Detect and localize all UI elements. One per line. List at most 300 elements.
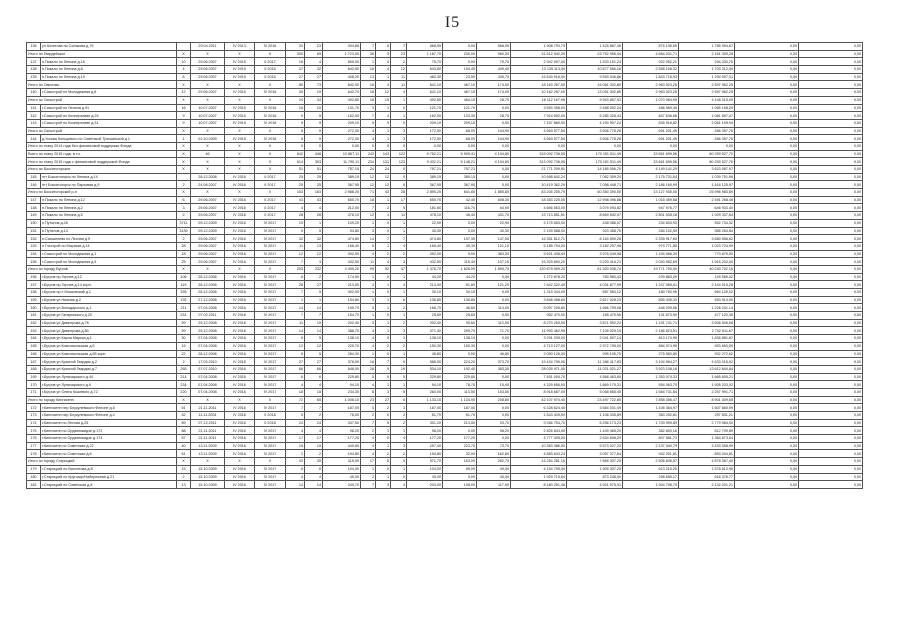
table-cell: 73 [305,81,323,89]
table-row [27,189,863,197]
table-cell: 7 [286,289,305,297]
table-cell: 68,00 [443,127,477,135]
table-cell: 650,70 [323,196,361,204]
table-cell: 0,00 [799,427,863,435]
address-cell: г.Бугров ул Гагаринского д.20 [41,312,177,320]
table-cell: 770 679,00 [679,250,735,258]
table-cell: 3 [391,127,407,135]
table-cell: 0,00 [799,342,863,350]
table-cell: IV 2015 [225,89,255,97]
table-cell: 55,00 [443,465,477,473]
table-cell: 2 617 028,23 [567,296,623,304]
table-cell: 19 [391,365,407,373]
table-cell: 46,40 [443,212,477,220]
table-cell: X [255,96,286,104]
table-cell: 4 663 977,50 [511,135,567,143]
table-cell: 22 [177,350,191,358]
table-cell: 07.04.2008 [191,335,225,343]
table-cell: 29.06.2007 [191,58,225,66]
table-cell: 19 771 700,00 [623,265,679,273]
table-cell: 27.12.2008 [191,296,225,304]
table-cell: 301,20 [407,419,443,427]
table-cell: 0,00 [735,258,799,266]
table-row [27,473,863,481]
table-cell: 1 [361,312,376,320]
table-cell: 6 [305,373,323,381]
table-cell: X [191,166,225,174]
table-cell: 2 702 611,67 [679,327,735,335]
table-cell: 492,80 [323,96,361,104]
address-cell: г.Сясьстрой по Кооперативн д.25 [41,112,177,120]
table-cell: 213,50 [443,419,477,427]
table-cell: 25 996 983,69 [679,189,735,197]
table-cell: 4 [286,204,305,212]
table-cell: 4 [376,81,391,89]
table-cell: 4 [361,442,376,450]
table-cell: 21.11.2011 [191,435,225,443]
table-cell: 28,70 [477,96,511,104]
table-cell: 10 [305,104,323,112]
address-cell: г.Сясьстрой по Молодежная д.1 [41,250,177,258]
table-cell: 4 878 367,40 [679,458,735,466]
table-cell: 0,00 [477,119,511,127]
table-cell: 2 [391,58,407,66]
table-cell: IV 2016 [225,219,255,227]
row-number-cell: 156 [27,273,41,281]
table-cell: 68,00 [443,135,477,143]
table-cell: 2 972 795,00 [567,342,623,350]
table-cell: 223,70 [443,442,477,450]
table-cell: 15 081 302,80 [567,81,623,89]
table-cell: 255 [177,289,191,297]
table-cell: 284,30 [323,350,361,358]
table-cell: 10 877 656,18 [567,66,623,74]
table-cell: 3 [391,442,407,450]
table-row [27,388,863,396]
table-cell: 11 [286,242,305,250]
table-cell: 0,00 [799,250,863,258]
table-cell: 431,70 [477,212,511,220]
table-cell: 2 895,20 [407,189,443,197]
address-cell: п.Пикало по Ленина д.2 [41,204,177,212]
table-cell: 4 713 127,00 [511,342,567,350]
table-cell: X [255,189,286,197]
table-cell: 571,70 [407,458,443,466]
table-cell: 114,00 [477,304,511,312]
table-cell: 0,00 [799,89,863,97]
table-cell: 2 144 015,28 [679,281,735,289]
table-cell: 2 988,20 [323,189,361,197]
table-cell: 229,80 [407,373,443,381]
table-cell: 1 [376,242,391,250]
table-cell: IV 2015 [225,112,255,120]
table-row [27,227,863,235]
table-cell: 393 [305,158,323,166]
table-cell: 3 923 108,16 [623,365,679,373]
table-row [27,66,863,74]
table-cell: 0,00 [735,404,799,412]
table-cell: 234 [361,158,376,166]
table-cell: 389,15 [443,173,477,181]
table-cell: 0,00 [735,296,799,304]
table-cell: IV 2017 [255,312,286,320]
table-cell: IV 2017 [255,481,286,489]
table-cell: 5 909,41 [443,150,477,158]
table-cell: 3139 [177,227,191,235]
row-number-cell: 151 [27,227,41,235]
table-cell: 12 [361,173,376,181]
table-cell: IV 2017 [255,442,286,450]
table-cell: 297,40 [407,442,443,450]
table-cell: 19 434 799,00 [511,358,567,366]
table-cell: 0,00 [735,481,799,489]
table-cell: 5 [286,335,305,343]
table-cell: 28.12.2006 [191,273,225,281]
table-cell: 29.06.2007 [191,89,225,97]
table-cell: X [191,396,225,404]
table-cell: 0,00 [799,442,863,450]
table-cell: 5 [286,412,305,420]
table-cell: 1 070 064,99 [623,96,679,104]
table-cell: X [177,189,191,197]
table-cell: 208,80 [477,396,511,404]
table-cell: 0 [391,181,407,189]
table-row [27,296,863,304]
table-cell: 0 [391,173,407,181]
table-cell: 371,40 [407,327,443,335]
table-cell: 10.07.2007 [191,112,225,120]
table-cell: 13 [361,73,376,81]
table-row [27,50,863,58]
table-cell: 45,30 [443,242,477,250]
table-cell: 492,80 [407,96,443,104]
table-cell: IV 2016 [225,388,255,396]
table-cell: 174,50 [323,273,361,281]
table-cell: 0,00 [735,427,799,435]
table-cell: 568,95 [407,43,443,51]
table-cell: 10.07.2007 [191,104,225,112]
table-row [27,173,863,181]
table-cell: 09.12.2009 [191,219,225,227]
table-cell: 0,00 [735,235,799,243]
table-cell: 0,00 [799,242,863,250]
table-cell: 467,10 [443,81,477,89]
table-cell: 213,00 [407,281,443,289]
table-cell: 14 [361,235,376,243]
table-cell: 0,00 [679,142,735,150]
row-number-cell: 176 [27,435,41,443]
table-cell: 7 [376,358,391,366]
table-cell: 60 350 390,50 [567,189,623,197]
table-cell: 440,80 [323,442,361,450]
table-cell: 7 [361,204,376,212]
table-cell: 1 [376,319,391,327]
table-row [27,273,863,281]
table-cell: 80 259 527,70 [679,150,735,158]
table-cell: 16 112 167,96 [511,96,567,104]
row-number-cell: 180 [27,473,41,481]
table-row [27,158,863,166]
table-cell: 4 777 405,00 [511,435,567,443]
table-cell: 212,00 [323,204,361,212]
table-cell: 33 661 699,56 [623,150,679,158]
table-cell: 49,00 [477,465,511,473]
table-cell: 11 [286,319,305,327]
table-cell: 0 [376,219,391,227]
table-cell: 37 [286,66,305,74]
row-number-cell: 145 [27,173,41,181]
table-row [27,235,863,243]
table-cell: 0,00 [443,350,477,358]
table-cell: 0,00 [735,442,799,450]
table-cell: 3 [361,296,376,304]
table-cell: 5 [305,135,323,143]
table-cell: 3 [376,481,391,489]
table-cell: 2 634 608,29 [567,435,623,443]
row-number-cell: 174 [27,419,41,427]
table-cell: IV 2016 [225,412,255,420]
table-cell: 36 [361,50,376,58]
table-cell: 841,80 [443,189,477,197]
table-cell: 1 [177,135,191,143]
table-cell: 13 612 844,84 [679,365,735,373]
table-cell: 91,80 [443,281,477,289]
table-cell: IV 2017 [255,435,286,443]
table-cell: 14 [286,481,305,489]
table-cell: II 2017 [255,181,286,189]
address-cell: г.Кингисепп по Лесная д.25 [41,419,177,427]
table-cell: 229,80 [323,373,361,381]
table-cell: 5 [376,458,391,466]
table-row [27,435,863,443]
table-cell: 1 247 069,41 [623,281,679,289]
table-cell: 4 [376,66,391,74]
table-cell: II 2016 [255,66,286,74]
table-cell: 2 [177,235,191,243]
table-cell: X [177,150,191,158]
address-cell: г.Сясьстрой по Ленина д.91 [41,104,177,112]
table-cell: 13 139 113,00 [511,66,567,74]
table-cell: 3 680 556,62 [679,235,735,243]
table-cell: 251 [177,312,191,320]
table-cell: 31 612 942,30 [511,50,567,58]
table-cell: 4 [177,66,191,74]
address-cell: пгт Бокситогорск по Ленина д.14 [41,173,177,181]
table-cell: X [191,158,225,166]
table-row [27,181,863,189]
page-number: I5 [444,14,461,31]
table-cell: IV 2015 [225,119,255,127]
table-cell: 44,20 [407,273,443,281]
table-cell: 17 [361,458,376,466]
row-number-cell: 165 [27,342,41,350]
table-cell: 3 [376,388,391,396]
table-cell: 138,10 [443,335,477,343]
table-cell: 13 713 851,51 [511,212,567,220]
table-cell: 4 [361,327,376,335]
table-cell: 1 226 241,14 [679,304,735,312]
summary-label-cell: Всего по этапу 2015 года, в т.ч. [27,150,177,158]
table-cell: 376,00 [323,358,361,366]
table-cell: 12 [177,89,191,97]
table-cell: 14 254 281,15 [511,458,567,466]
table-row [27,58,863,66]
table-cell: 23 [305,43,323,51]
table-cell: 0,00 [735,388,799,396]
table-cell: 16 [177,104,191,112]
table-cell: 294 330,75 [679,58,735,66]
table-cell: IV 2016 [225,481,255,489]
table-cell: 568,95 [477,43,511,51]
table-cell: X [255,458,286,466]
table-cell: 4 [286,381,305,389]
table-cell: 4 [376,258,391,266]
table-cell: 1 785 994,67 [679,43,735,51]
table-cell: 1 [376,304,391,312]
table-cell: 437,50 [323,419,361,427]
table-cell: 25 [286,173,305,181]
table-cell: IV 2017 [255,404,286,412]
table-cell: IV 2016 [225,419,255,427]
table-cell: X [255,50,286,58]
table-cell: 0,00 [799,112,863,120]
table-cell: 1 081 697,47 [679,112,735,120]
table-cell: IV 2017 [255,219,286,227]
table-cell: 10 363 386,00 [511,442,567,450]
table-cell: 8 [286,273,305,281]
table-cell: 893 004,81 [679,450,735,458]
table-cell: 587 563,12 [567,289,623,297]
table-cell: 0,00 [477,373,511,381]
row-number-cell: 154 [27,250,41,258]
table-cell: 0,00 [735,81,799,89]
table-cell: 12 [305,342,323,350]
table-cell: 165 479,55 [567,312,623,320]
table-cell: 1 [305,219,323,227]
table-cell: 122 [391,150,407,158]
table-cell: 805 435,33 [623,296,679,304]
address-cell: г.Бугров ул Нижняя д.2 [41,296,177,304]
table-cell: 0,00 [623,142,679,150]
table-cell: 4 148 315,00 [679,96,735,104]
table-cell: X [177,96,191,104]
table-cell: IV 2017 [255,258,286,266]
table-cell: 0,00 [477,273,511,281]
table-cell: 474,80 [323,235,361,243]
table-cell: 466 397,75 [679,127,735,135]
table-cell: X [255,142,286,150]
table-cell: 153 [286,189,305,197]
table-cell: 4 [305,381,323,389]
table-cell: 07.07.2010 [191,365,225,373]
table-cell: 3711 [177,219,191,227]
table-cell: 1 [391,381,407,389]
table-row [27,127,863,135]
table-cell: 75,70 [407,58,443,66]
table-cell: 3 175 653,00 [511,219,567,227]
table-cell: 0,00 [799,473,863,481]
table-cell: 7 062 309,24 [567,173,623,181]
table-cell: 209,10 [443,119,477,127]
table-cell: 16 351 612,71 [511,235,567,243]
table-row [27,166,863,174]
table-cell: 28.12.2008 [191,173,225,181]
table-cell: 2 [391,250,407,258]
table-cell: 0,00 [735,250,799,258]
table-cell: 6 [177,196,191,204]
table-cell: 177,20 [323,435,361,443]
table-cell: 0,00 [477,142,511,150]
table-cell: 0,00 [477,312,511,320]
table-cell: 0 [376,312,391,320]
table-cell: 0,00 [443,43,477,51]
table-cell: 960,00 [477,50,511,58]
table-cell: 4 921 575,91 [567,481,623,489]
table-cell: 979 771,85 [623,242,679,250]
table-cell: 8 [177,73,191,81]
table-cell: 17 [286,435,305,443]
table-cell: 1 191 741,71 [623,319,679,327]
row-number-cell: 158 [27,289,41,297]
table-cell: 875 106,65 [623,43,679,51]
table-cell: 9 621 436,40 [511,250,567,258]
table-cell: 3 057 377,54 [567,450,623,458]
table-cell: 0,00 [477,104,511,112]
table-cell: 0,00 [443,142,477,150]
table-cell: 2 040 982,69 [623,258,679,266]
table-cell: 23 [361,396,376,404]
table-cell: 24 [286,96,305,104]
table-cell: 32,00 [443,450,477,458]
row-number-cell: 140 [27,89,41,97]
table-cell: 9 [361,119,376,127]
table-cell: 234 604,93 [623,219,679,227]
table-cell: 0,00 [443,219,477,227]
table-cell: 1 [391,465,407,473]
table-cell: 154,70 [323,312,361,320]
table-cell: 389,15 [407,173,443,181]
table-cell: 265 [177,365,191,373]
table-cell: 646 933,40 [679,204,735,212]
table-cell: 15,40 [477,381,511,389]
table-cell: 3 623 087,97 [679,166,735,174]
table-cell: 78,00 [323,412,361,420]
address-cell: г.Старицкий по Вахонтова д.8 [41,465,177,473]
row-number-cell: 148 [27,204,41,212]
table-row [27,419,863,427]
table-cell: 16 [286,104,305,112]
row-number-cell: 138 [27,66,41,74]
table-cell: 15 329 894,20 [511,258,567,266]
table-cell: 448 [305,150,323,158]
table-row [27,258,863,266]
table-cell: 0,00 [799,189,863,197]
table-cell: 1 449 465,20 [567,427,623,435]
table-cell: 460,30 [407,73,443,81]
table-cell: 0,00 [477,296,511,304]
table-cell: 985 264,84 [679,227,735,235]
table-cell: 2 041 907,14 [567,335,623,343]
table-cell: 0,00 [511,142,567,150]
table-cell: 12 [361,212,376,220]
table-cell: 0,00 [799,73,863,81]
table-cell: 0,00 [477,404,511,412]
table-cell: 34 [305,96,323,104]
table-cell: 136,80 [407,296,443,304]
table-cell: 383,00 [477,250,511,258]
table-cell: 11 [391,212,407,220]
table-cell: IV 2017 [255,373,286,381]
